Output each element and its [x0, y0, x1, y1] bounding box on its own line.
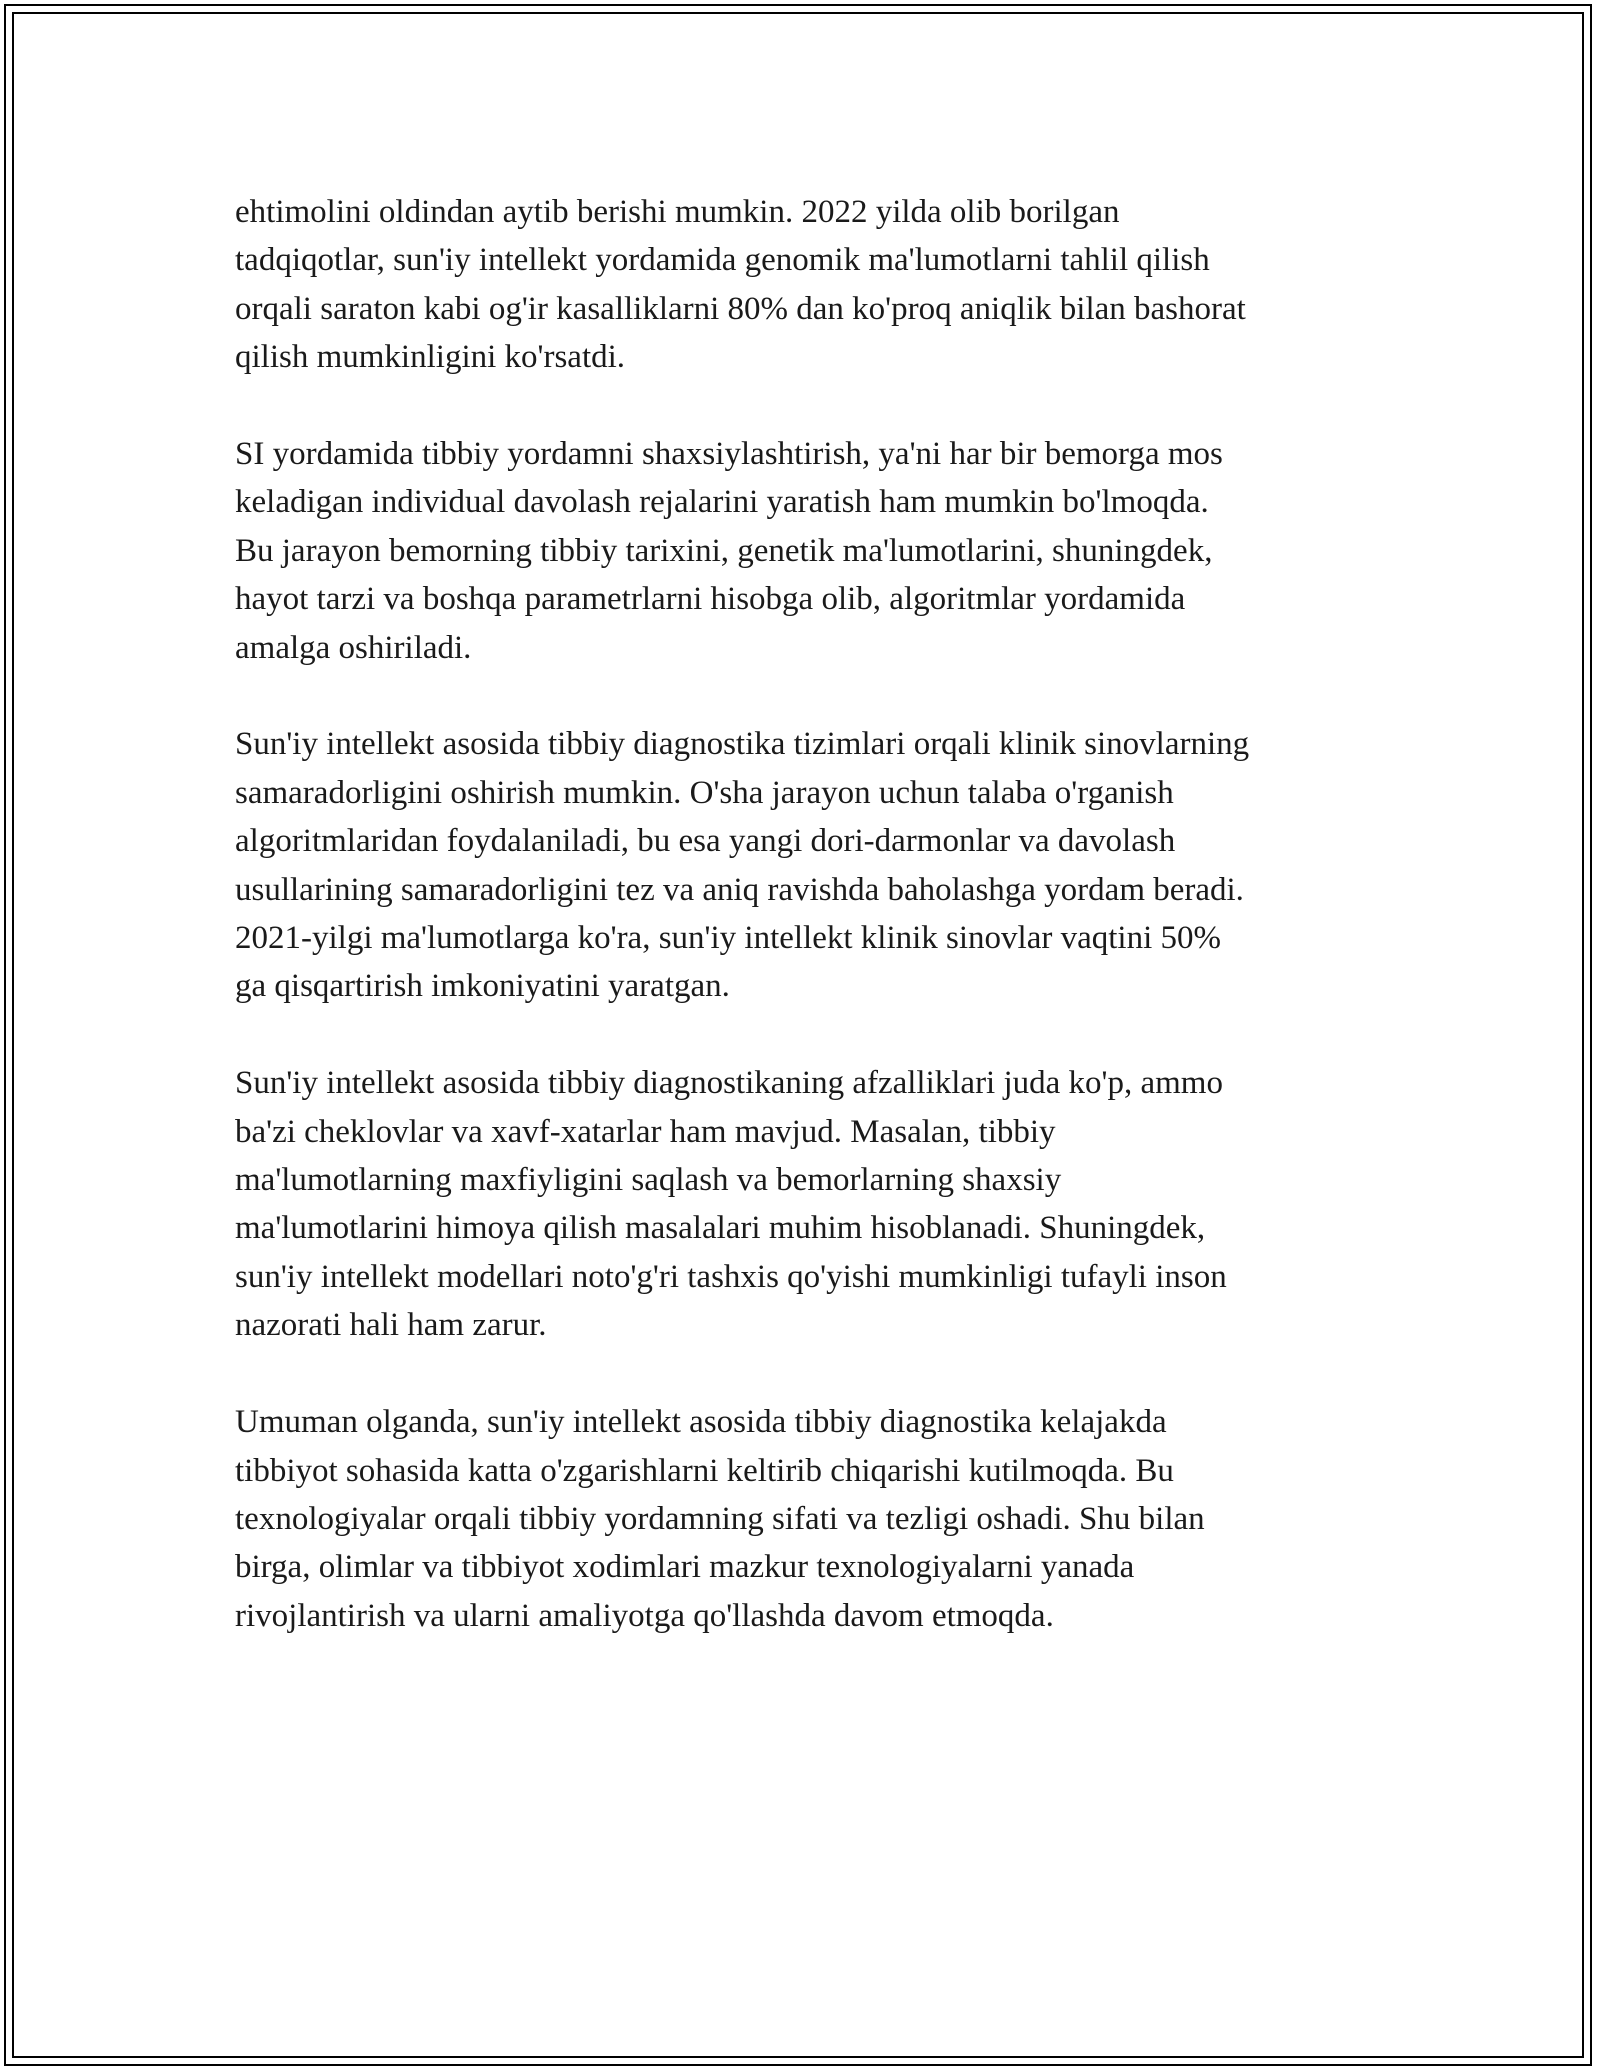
text-line: Umuman olganda, sun'iy intellekt asosida tibbiy diagnostika kelajakda — [235, 1404, 1167, 1441]
text-line: SI yordamida tibbiy yordamni shaxsiylashtirish, ya'ni har bir bemorga mos — [235, 436, 1223, 473]
text-line: algoritmlaridan foydalaniladi, bu esa yangi dori-darmonlar va davolash — [235, 823, 1176, 860]
text-line: ga qisqartirish imkoniyatini yaratgan. — [235, 968, 730, 1005]
text-line: keladigan individual davolash rejalarini yaratish ham mumkin bo'lmoqda. — [235, 484, 1209, 521]
text-line: ba'zi cheklovlar va xavf-xatarlar ham mavjud. Masalan, tibbiy — [235, 1113, 1056, 1150]
text-line: sun'iy intellekt modellari noto'g'ri tashxis qo'yishi mumkinligi tufayli inson — [235, 1258, 1227, 1295]
text-line: texnologiyalar orqali tibbiy yordamning sifati va tezligi oshadi. Shu bilan — [235, 1500, 1205, 1537]
paragraph — [235, 720, 1385, 1010]
paragraph — [235, 1398, 1385, 1640]
text-line: ma'lumotlarning maxfiyligini saqlash va bemorlarning shaxsiy — [235, 1162, 1062, 1199]
text-line: orqali saraton kabi og'ir kasalliklarni 80% dan ko'proq aniqlik bilan bashorat — [235, 290, 1246, 327]
text-line: hayot tarzi va boshqa parametrlarni hisobga olib, algoritmlar yordamida — [235, 581, 1186, 618]
paragraph — [235, 430, 1385, 672]
document-body — [235, 188, 1385, 1689]
paragraph — [235, 188, 1385, 382]
paragraph — [235, 1059, 1385, 1349]
text-line: ma'lumotlarini himoya qilish masalalari muhim hisoblanadi. Shuningdek, — [235, 1210, 1206, 1247]
text-line: birga, olimlar va tibbiyot xodimlari mazkur texnologiyalarni yanada — [235, 1549, 1135, 1586]
text-line: samaradorligini oshirish mumkin. O'sha jarayon uchun talaba o'rganish — [235, 774, 1174, 811]
text-line: nazorati hali ham zarur. — [235, 1307, 547, 1344]
text-line: ehtimolini oldindan aytib berishi mumkin. 2022 yilda olib borilgan — [235, 194, 1120, 230]
text-line: tadqiqotlar, sun'iy intellekt yordamida genomik ma'lumotlarni tahlil qilish — [235, 242, 1210, 279]
text-line: qilish mumkinligini ko'rsatdi. — [235, 339, 626, 376]
text-line: usullarining samaradorligini tez va aniq ravishda baholashga yordam beradi. — [235, 871, 1244, 908]
text-line: tibbiyot sohasida katta o'zgarishlarni keltirib chiqarishi kutilmoqda. Bu — [235, 1452, 1174, 1489]
text-line: rivojlantirish va ularni amaliyotga qo'llashda davom etmoqda. — [235, 1597, 1054, 1634]
text-line: amalga oshiriladi. — [235, 629, 472, 666]
text-line: Sun'iy intellekt asosida tibbiy diagnostika tizimlari orqali klinik sinovlarning — [235, 726, 1250, 763]
text-line: Bu jarayon bemorning tibbiy tarixini, genetik ma'lumotlarini, shuningdek, — [235, 532, 1213, 569]
text-line: 2021-yilgi ma'lumotlarga ko'ra, sun'iy intellekt klinik sinovlar vaqtini 50% — [235, 920, 1222, 957]
text-line: Sun'iy intellekt asosida tibbiy diagnostikaning afzalliklari juda ko'p, ammo — [235, 1065, 1223, 1102]
